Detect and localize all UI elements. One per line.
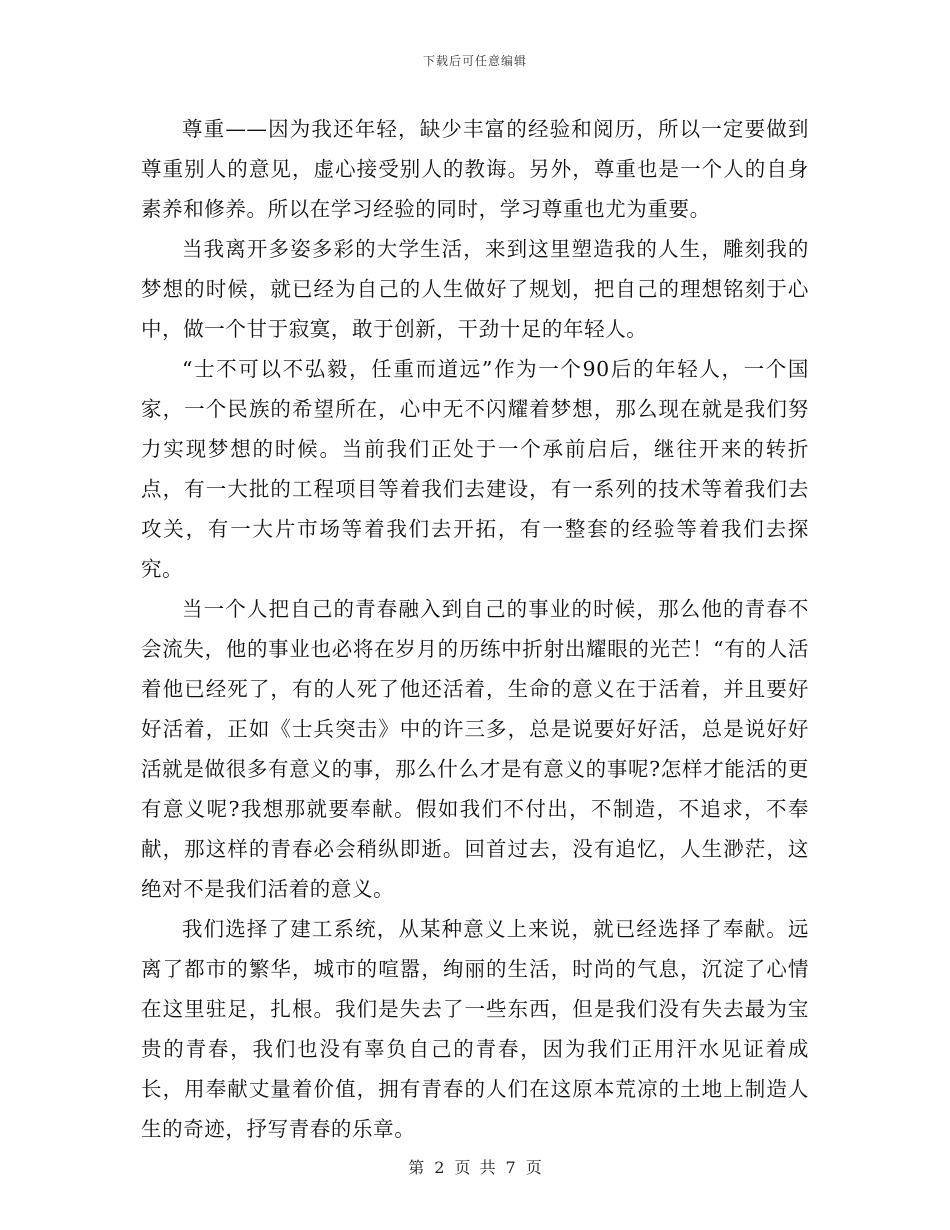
current-page-number: 2 — [434, 1158, 445, 1177]
paragraph: 当一个人把自己的青春融入到自己的事业的时候，那么他的青春不会流失，他的事业也必将在岁月的历练中折射出耀眼的光芒！“有的人活着他已经死了，有的人死了他还活着，生命的意义在于活着，并且要好好活着，正如《士兵突击》中的许三多，总是说要好好活，总是说好好活就是做很多有意义的事，那么什么才是有意义的事呢?怎样才能活的更有意义呢?我想那就要奉献。假如我们不付出，不制造，不追求，不奉献，那这样的青春必会稍纵即逝。回首过去，没有追忆，人生渺茫，这绝对不是我们活着的意义。 — [141, 597, 809, 901]
total-page-count: 7 — [505, 1158, 516, 1177]
paragraph: “士不可以不弘毅，任重而道远”作为一个90后的年轻人，一个国家，一个民族的希望所在，心中无不闪耀着梦想，那么现在就是我们努力实现梦想的时候。当前我们正处于一个承前启后，继往开来的转折点，有一大批的工程项目等着我们去建设，有一系列的技术等着我们去攻关，有一大片市场等着我们去开拓，有一整套的经验等着我们去探究。 — [141, 357, 809, 581]
page-number-prefix: 第 — [408, 1158, 425, 1177]
page-number-suffix: 页 — [525, 1158, 542, 1177]
page-number-footer — [0, 1155, 950, 1178]
paragraph: 尊重——因为我还年轻，缺少丰富的经验和阅历，所以一定要做到尊重别人的意见，虚心接受别人的教诲。另外，尊重也是一个人的自身素养和修养。所以在学习经验的同时，学习尊重也尤为重要。 — [141, 117, 809, 221]
paragraph: 当我离开多姿多彩的大学生活，来到这里塑造我的人生，雕刻我的梦想的时候，就已经为自己的人生做好了规划，把自己的理想铭刻于心中，做一个甘于寂寞，敢于创新，干劲十足的年轻人。 — [141, 237, 809, 341]
page-number-middle: 页 共 — [454, 1158, 496, 1177]
paragraph: 我们选择了建工系统，从某种意义上来说，就已经选择了奉献。远离了都市的繁华，城市的喧嚣，绚丽的生活，时尚的气息，沉淀了心情在这里驻足，扎根。我们是失去了一些东西，但是我们没有失去最为宝贵的青春，我们也没有辜负自己的青春，因为我们正用汗水见证着成长，用奉献丈量着价值，拥有青春的人们在这原本荒凉的土地上制造人生的奇迹，抒写青春的乐章。 — [141, 917, 809, 1141]
document-body — [141, 109, 809, 1149]
page-header-note: 下载后可任意编辑 — [422, 54, 527, 68]
